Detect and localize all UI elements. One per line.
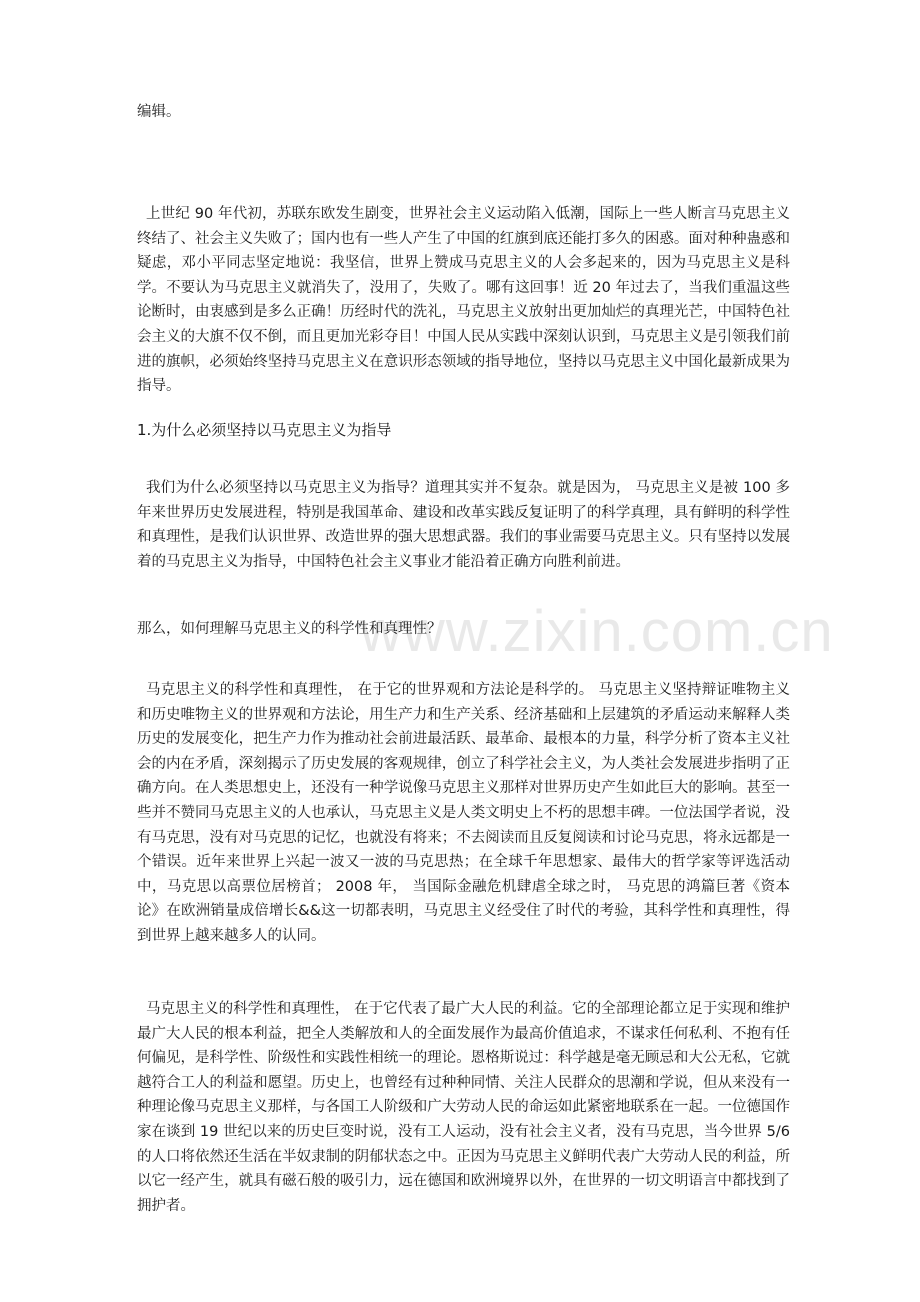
paragraph-4: 马克思主义的科学性和真理性， 在于它代表了最广大人民的利益。它的全部理论都立足于实现和维护最广大人民的根本利益，把全人类解放和人的全面发展作为最高价值追求，不谋求任何私利、不抱有任何偏见，是科学性、阶级性和实践性相统一的理论。恩格斯说过：科学越是毫无顾忌和大公无私，它就越符合工人的利益和愿望。历史上，也曾经有过种种同情、关注人民群众的思潮和学说，但从来没有一种理论像马克思主义那样，与各国工人阶级和广大劳动人民的命运如此紧密地联系在一起。一位德国作家在谈到 19 世纪以来的历史巨变时说，没有工人运动，没有社会主义者，没有马克思，当今世界 5/6 的人口将依然还生活在半奴隶制的阴郁状态之中。正因为马克思主义鲜明代表广大劳动人民的利益，所以它一经产生，就具有磁石般的吸引力，远在德国和欧洲境界以外，在世界的一切文明语言中都找到了拥护者。 [137, 1001, 790, 1214]
section-heading: 1.为什么必须坚持以马克思主义为指导 [137, 421, 392, 439]
paragraph-2: 我们为什么必须坚持以马克思主义为指导？道理其实并不复杂。就是因为， 马克思主义是被 100 多年来世界历史发展进程，特别是我国革命、建设和改革实践反复证明了的科学真理，具有鲜明的科学性和真理性，是我们认识世界、改造世界的强大思想武器。我们的事业需要马克思主义。只有坚持以发展着的马克思主义为指导，中国特色社会主义事业才能沿着正确方向胜利前进。 [137, 480, 790, 570]
watermark: www.zixin.com.cn [360, 599, 834, 664]
question-line: 那么，如何理解马克思主义的科学性和真理性？ [137, 621, 442, 637]
paragraph-1: 上世纪 90 年代初，苏联东欧发生剧变，世界社会主义运动陷入低潮，国际上一些人断言马克思主义终结了、社会主义失败了；国内也有一些人产生了中国的红旗到底还能打多久的困惑。面对种种蛊惑和疑虑，邓小平同志坚定地说：我坚信，世界上赞成马克思主义的人会多起来的，因为马克思主义是科学。不要认为马克思主义就消失了，没用了，失败了。哪有这回事！近 20 年过去了，当我们重温这些论断时，由衷感到是多么正确！历经时代的洗礼，马克思主义放射出更加灿烂的真理光芒，中国特色社会主义的大旗不仅不倒，而且更加光彩夺目！中国人民从实践中深刻认识到，马克思主义是引领我们前进的旗帜，必须始终坚持马克思主义在意识形态领域的指导地位，坚持以马克思主义中国化最新成果为指导。 [137, 206, 790, 395]
paragraph-3: 马克思主义的科学性和真理性， 在于它的世界观和方法论是科学的。 马克思主义坚持辩证唯物主义和历史唯物主义的世界观和方法论，用生产力和生产关系、经济基础和上层建筑的矛盾运动来解释人类历史的发展变化，把生产力作为推动社会前进最活跃、最革命、最根本的力量，科学分析了资本主义社会的内在矛盾，深刻揭示了历史发展的客观规律，创立了科学社会主义，为人类社会发展进步指明了正确方向。在人类思想史上，还没有一种学说像马克思主义那样对世界历史产生如此巨大的影响。甚至一些并不赞同马克思主义的人也承认，马克思主义是人类文明史上不朽的思想丰碑。一位法国学者说，没有马克思，没有对马克思的记忆，也就没有将来；不去阅读而且反复阅读和讨论马克思，将永远都是一个错误。近年来世界上兴起一波又一波的马克思热；在全球千年思想家、最伟大的哲学家等评选活动中，马克思以高票位居榜首； 2008 年， 当国际金融危机肆虐全球之时， 马克思的鸿篇巨著《资本论》在欧洲销量成倍增长&&这一切都表明，马克思主义经受住了时代的考验，其科学性和真理性，得到世界上越来越多人的认同。 [137, 682, 790, 944]
edit-line: 编辑。 [137, 104, 181, 120]
